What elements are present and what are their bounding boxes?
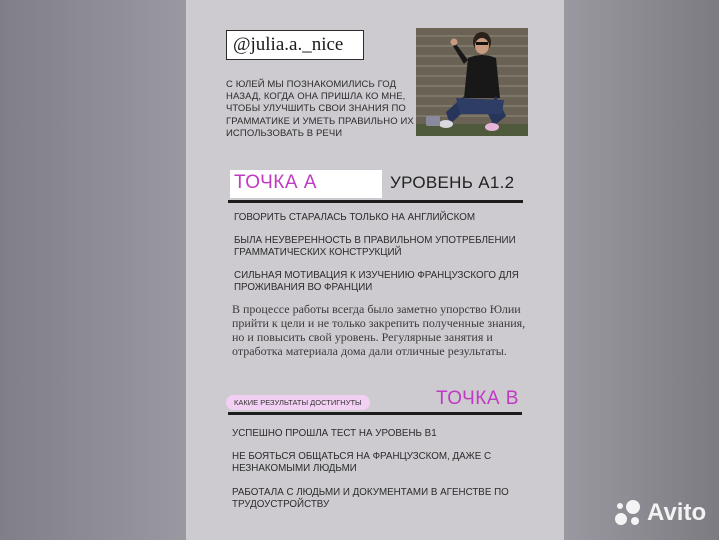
point-a-heading: ТОЧКА А — [234, 172, 317, 193]
progress-paragraph: В процессе работы всегда было заметно упорство Юлии прийти к цели и не только закрепить полученные знания, но и повысить свой уровень. Регулярные занятия и отработка материала дома дали отличные результаты. — [232, 302, 526, 358]
background-right — [564, 0, 719, 540]
point-b-heading: ТОЧКА В — [436, 388, 519, 409]
list-item: НЕ БОЯТЬСЯ ОБЩАТЬСЯ НА ФРАНЦУЗСКОМ, ДАЖЕ С НЕЗНАКОМЫМИ ЛЮДЬМИ — [232, 451, 492, 475]
list-item: БЫЛА НЕУВЕРЕННОСТЬ В ПРАВИЛЬНОМ УПОТРЕБЛЕНИИ ГРАММАТИЧЕСКИХ КОНСТРУКЦИЙ — [234, 235, 516, 258]
photo-illustration — [416, 28, 528, 136]
profile-photo — [416, 28, 528, 136]
point-a-list — [234, 212, 524, 305]
list-item: УСПЕШНО ПРОШЛА ТЕСТ НА УРОВЕНЬ В1 — [232, 428, 437, 439]
avito-logo-icon — [613, 498, 643, 528]
avito-wordmark: Avito — [647, 499, 707, 526]
background-left — [0, 0, 186, 540]
divider — [228, 200, 523, 203]
intro-text: С ЮЛЕЙ МЫ ПОЗНАКОМИЛИСЬ ГОД НАЗАД, КОГДА ОНА ПРИШЛА КО МНЕ, ЧТОБЫ УЛУЧШИТЬ СВОИ ЗНАНИЯ ПО ГРАММАТИКЕ И УМЕТЬ ПРАВИЛЬНО ИХ ИСПОЛЬЗОВАТЬ В РЕЧИ — [226, 79, 414, 139]
list-item: СИЛЬНАЯ МОТИВАЦИЯ К ИЗУЧЕНИЮ ФРАНЦУЗСКОГО ДЛЯ ПРОЖИВАНИЯ ВО ФРАНЦИИ — [234, 270, 519, 293]
results-badge: КАКИЕ РЕЗУЛЬТАТЫ ДОСТИГНУТЫ — [226, 395, 370, 410]
point-b-list — [232, 428, 532, 522]
instagram-handle[interactable]: @julia.a._nice — [226, 30, 364, 60]
list-item: РАБОТАЛА С ЛЮДЬМИ И ДОКУМЕНТАМИ В АГЕНСТВЕ ПО ТРУДОУСТРОЙСТВУ — [232, 486, 509, 510]
avito-watermark — [613, 498, 706, 528]
divider — [228, 412, 522, 415]
story-card — [186, 0, 564, 540]
level-heading: УРОВЕНЬ А1.2 — [390, 173, 515, 192]
list-item: ГОВОРИТЬ СТАРАЛАСЬ ТОЛЬКО НА АНГЛИЙСКОМ — [234, 212, 475, 223]
